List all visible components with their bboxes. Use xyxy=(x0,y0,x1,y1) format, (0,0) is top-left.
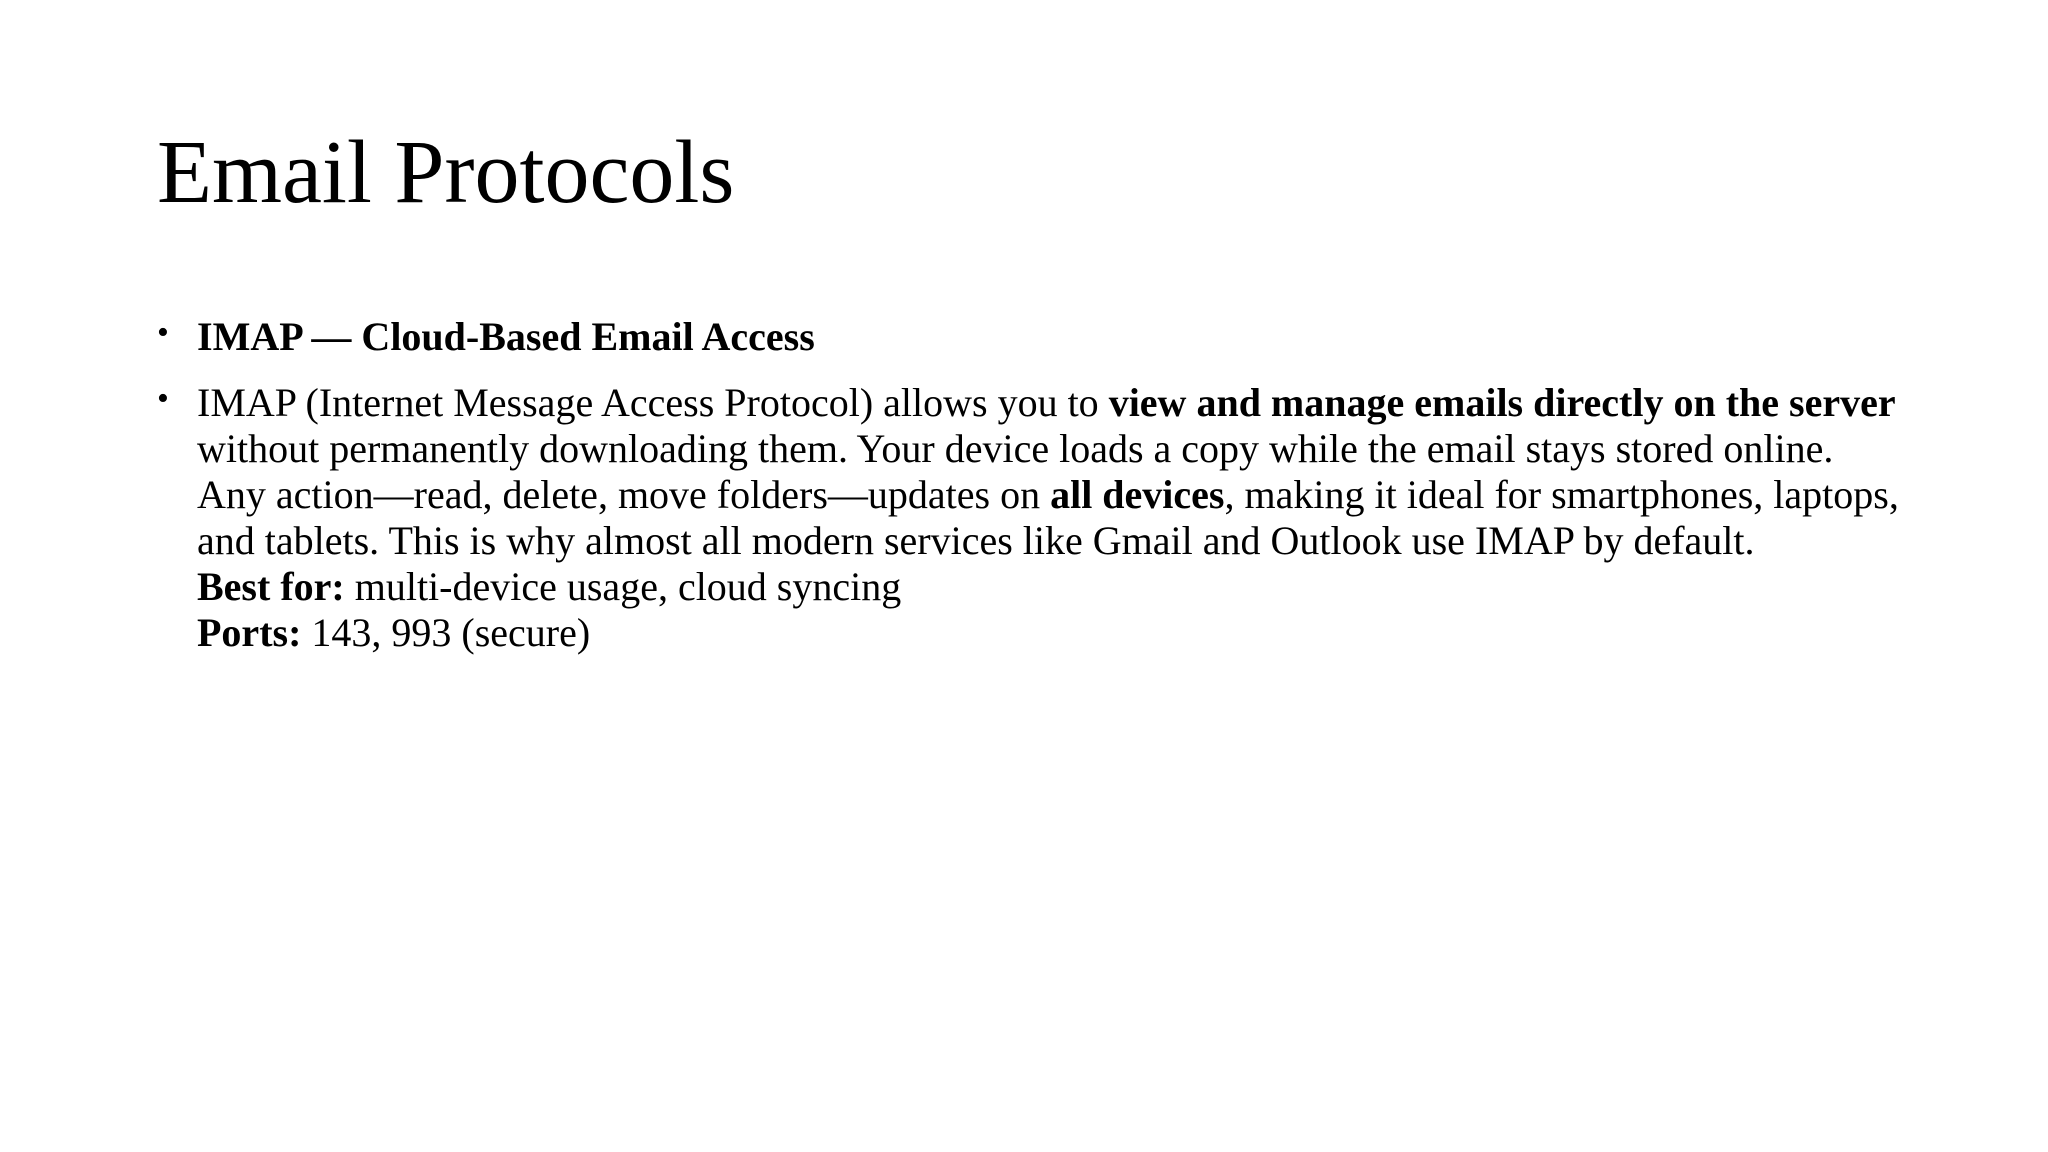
ports-line xyxy=(197,610,1917,656)
description-text: IMAP (Internet Message Access Protocol) allows you to xyxy=(197,380,1109,425)
best-for-line xyxy=(197,564,1917,610)
bullet-item-imap-heading xyxy=(157,314,1917,360)
bullet-dot-icon: • xyxy=(157,314,169,351)
imap-heading: IMAP — Cloud-Based Email Access xyxy=(197,314,815,359)
ports-label: Ports: xyxy=(197,610,302,655)
best-for-value: multi-device usage, cloud syncing xyxy=(344,564,902,609)
bullet-dot-icon: • xyxy=(157,380,169,417)
slide-title: Email Protocols xyxy=(157,123,735,222)
description-paragraph-2 xyxy=(197,472,1917,564)
description-text: , making it ideal for smartphones, laptops, and tablets. This is why almost all modern services like Gmail and Outlook use IMAP by default. xyxy=(197,472,1899,563)
description-text: Any action—read, delete, move folders—updates on xyxy=(197,472,1051,517)
best-for-label: Best for: xyxy=(197,564,345,609)
bullet-list xyxy=(157,314,1917,656)
description-emphasis: view and manage emails directly on the server xyxy=(1108,380,1896,425)
bullet-item-imap-description xyxy=(157,380,1917,656)
description-emphasis: all devices xyxy=(1050,472,1225,517)
description-paragraph-1 xyxy=(197,380,1917,472)
ports-value: 143, 993 (secure) xyxy=(301,610,591,655)
description-text: without permanently downloading them. Your device loads a copy while the email stays stored online. xyxy=(197,426,1834,471)
